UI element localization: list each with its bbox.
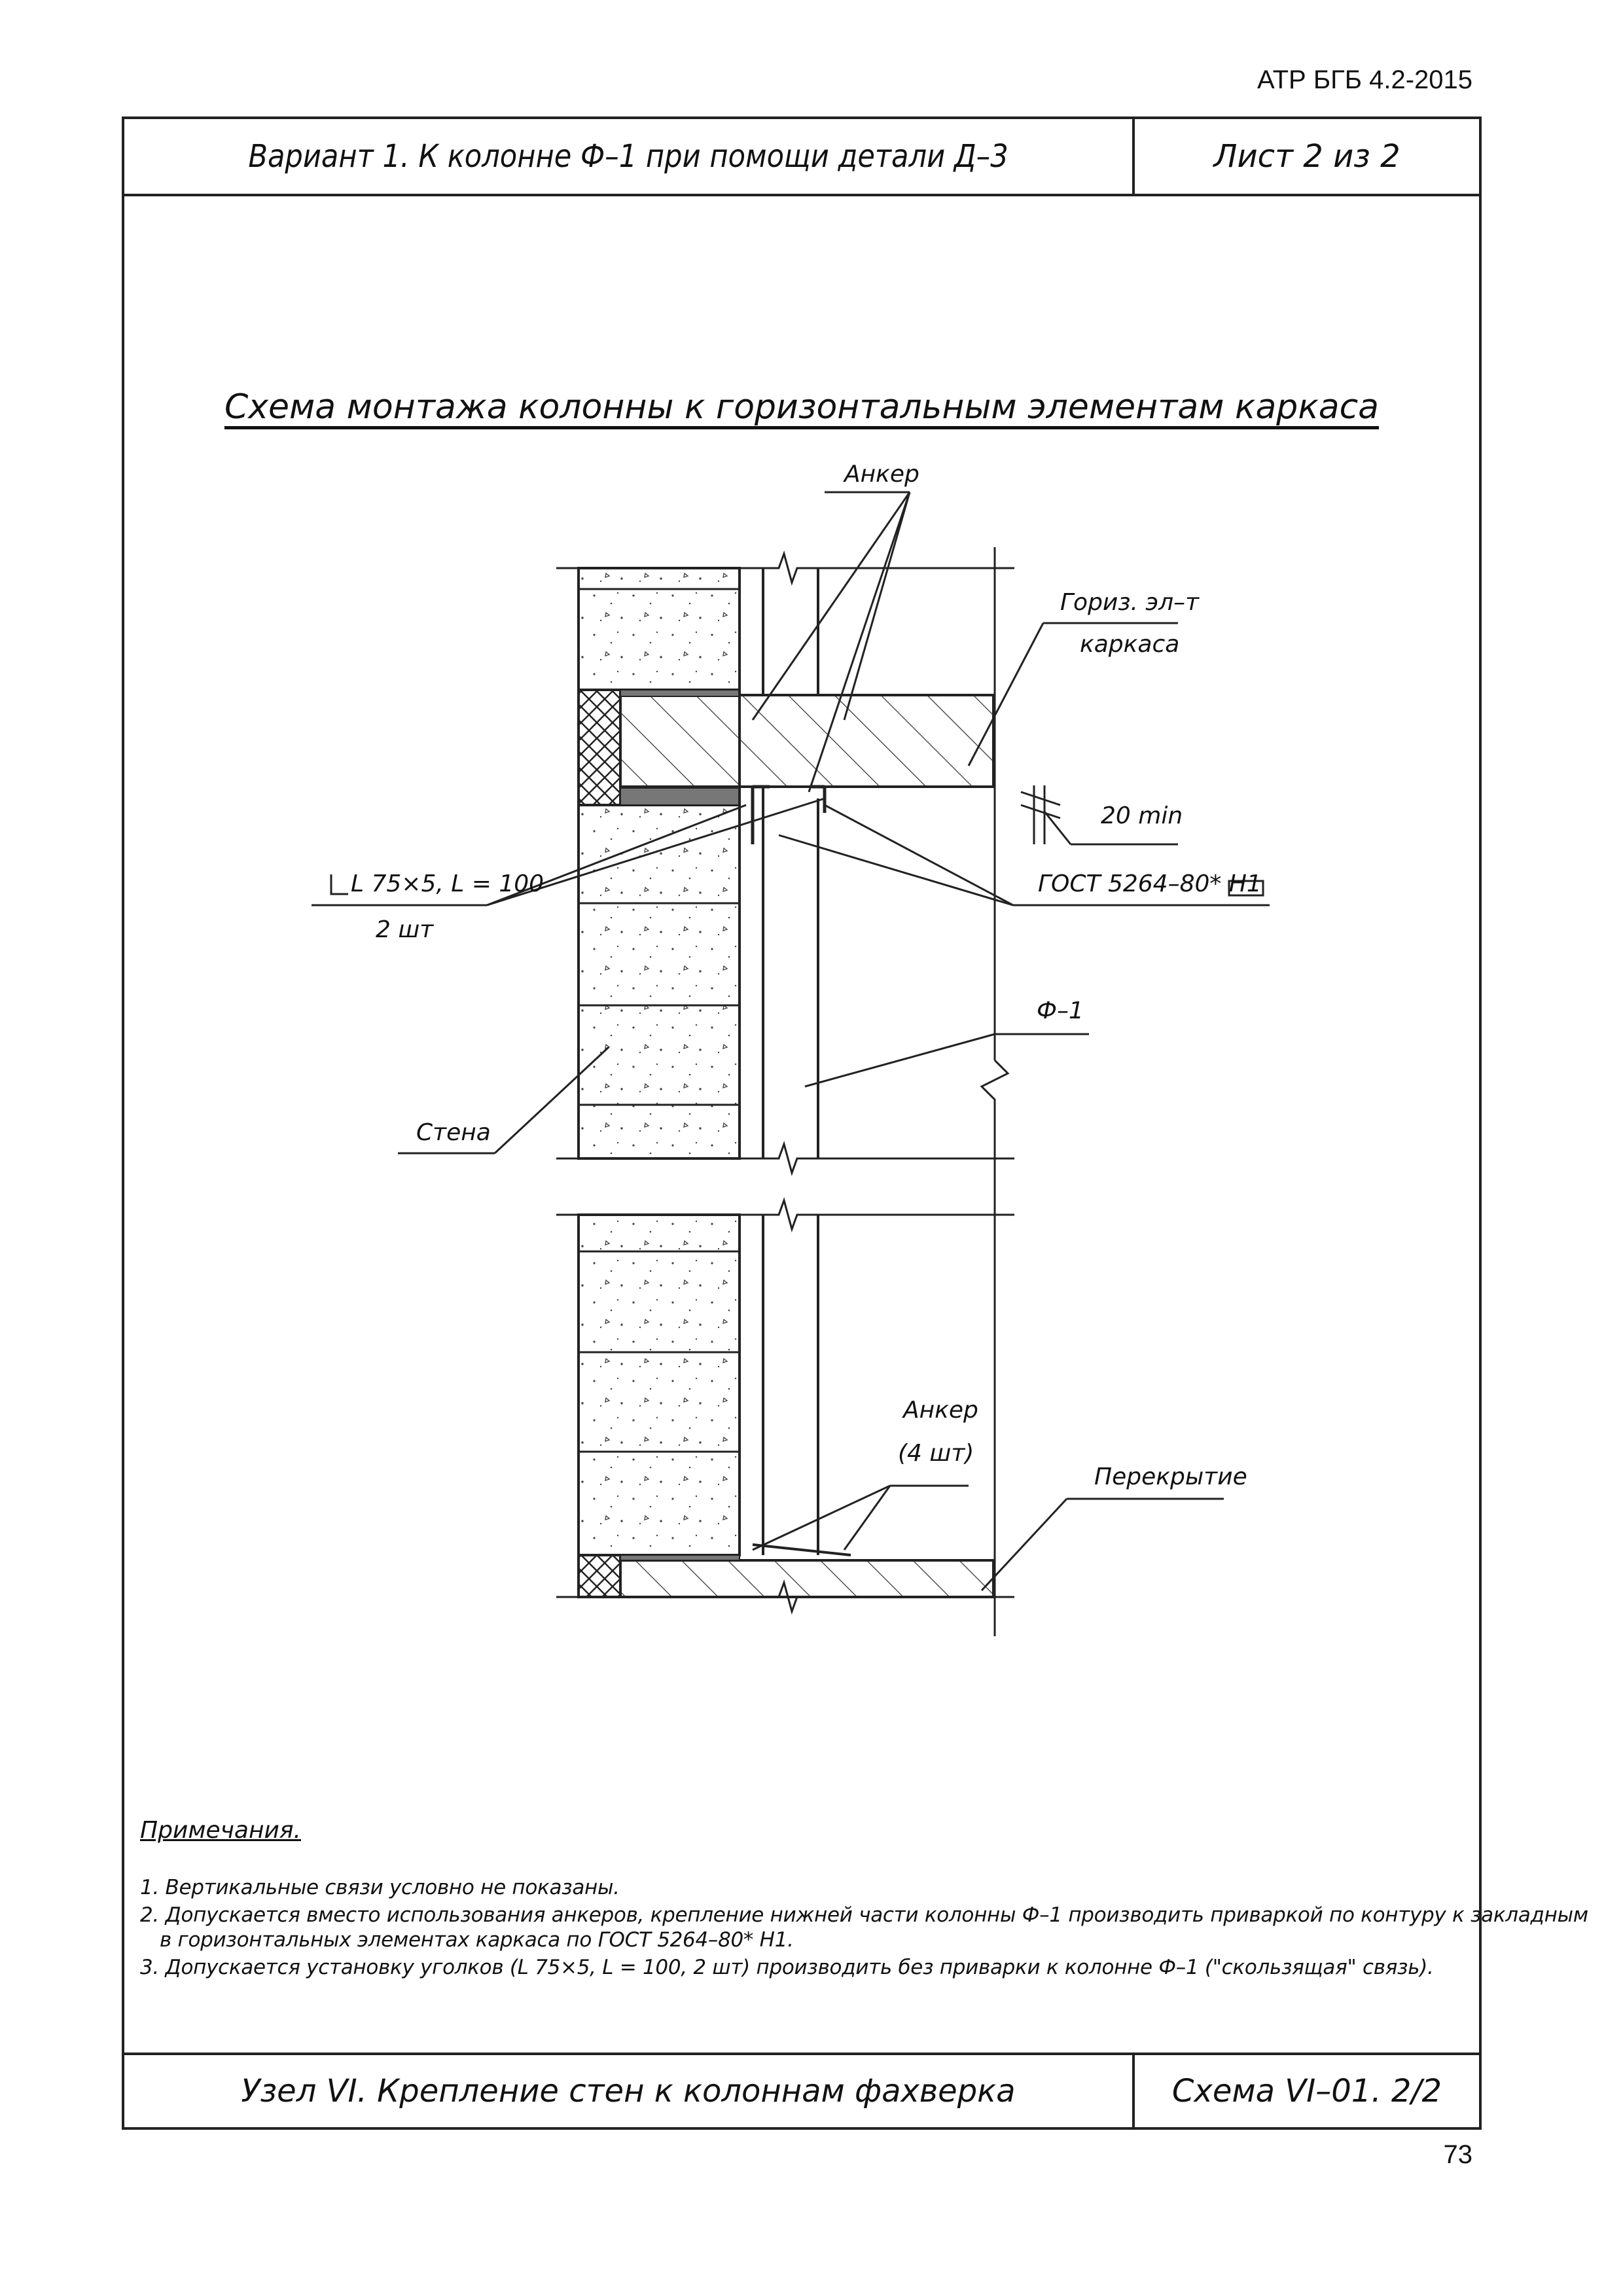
label-anchor-top: Анкер xyxy=(844,461,919,488)
footer-scheme-number: Схема VI–01. 2/2 xyxy=(1171,2073,1442,2109)
header-variant-title: Вариант 1. К колонне Ф–1 при помощи детали Д–3 xyxy=(248,138,1008,175)
footer-node-title: Узел VI. Крепление стен к колоннам фахверка xyxy=(241,2073,1016,2109)
notes-title: Примечания. xyxy=(140,1817,301,1844)
document-code: АТР БГБ 4.2-2015 xyxy=(1257,65,1472,94)
horizontal-frame-element xyxy=(620,690,993,805)
label-floor: Перекрытие xyxy=(1094,1463,1247,1490)
label-wall: Стена xyxy=(416,1119,491,1146)
note-item: 2. Допускается вместо использования анкеров, крепление нижней части колонны Ф–1 производить приваркой по контуру к закладным xyxy=(140,1903,1588,1927)
label-gap-dimension: 20 min xyxy=(1101,802,1183,829)
label-angle-1: L 75×5, L = 100 xyxy=(351,870,544,897)
note-item: 1. Вертикальные связи условно не показаны. xyxy=(140,1876,620,1899)
note-item: в горизонтальных элементах каркаса по ГОСТ 5264–80* Н1. xyxy=(160,1928,794,1952)
diagram-title: Схема монтажа колонны к горизонтальным элементам каркаса xyxy=(224,387,1380,427)
page-number: 73 xyxy=(1443,2140,1472,2169)
label-horizontal-element-2: каркаса xyxy=(1080,631,1180,658)
note-item: 3. Допускается установку уголков (L 75×5, L = 100, 2 шт) производить без приварки к колонне Ф–1 ("скользящая" связь). xyxy=(140,1956,1434,1979)
wall-upper xyxy=(579,568,740,1158)
wall-lower xyxy=(579,1215,818,1597)
label-weld-standard: ГОСТ 5264–80* Н1 xyxy=(1038,870,1262,897)
header-sheet-number: Лист 2 из 2 xyxy=(1213,138,1400,175)
label-horizontal-element-1: Гориз. эл–т xyxy=(1060,589,1200,616)
label-column: Ф–1 xyxy=(1037,997,1084,1024)
label-anchor-bottom-2: (4 шт) xyxy=(898,1440,974,1467)
label-anchor-bottom-1: Анкер xyxy=(903,1397,978,1424)
label-angle-2: 2 шт xyxy=(376,916,434,943)
column-f1 xyxy=(740,568,825,1158)
angle-glyph-icon xyxy=(331,874,348,894)
